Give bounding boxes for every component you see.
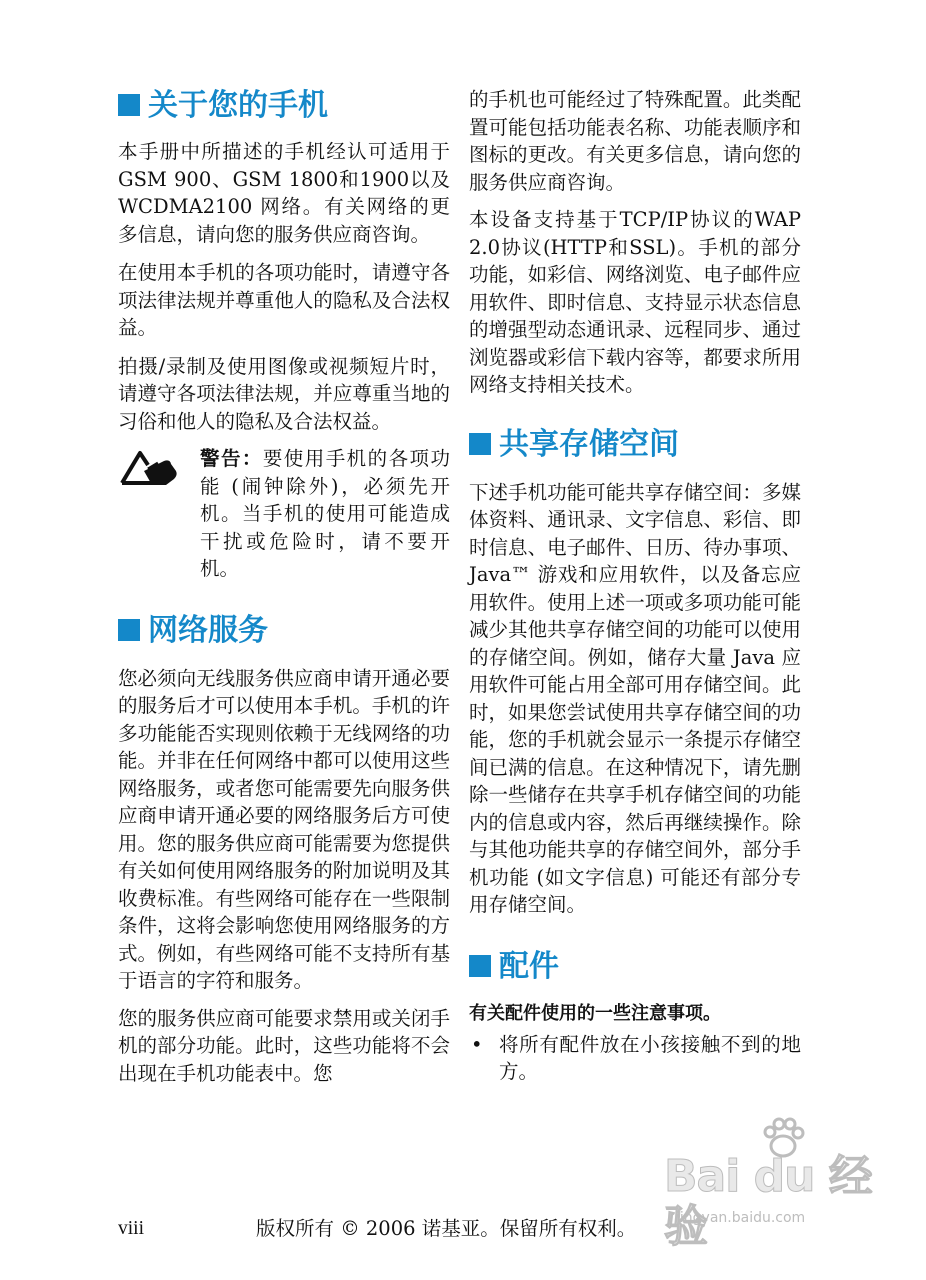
heading-square-icon bbox=[118, 94, 140, 116]
paragraph-laws-privacy: 在使用本手机的各项功能时，请遵守各项法律法规并尊重他人的隐私及合法权益。 bbox=[118, 261, 450, 339]
copyright-notice: 版权所有 © 2006 诺基亚。保留所有权利。 bbox=[256, 1217, 637, 1240]
heading-square-icon bbox=[469, 955, 491, 977]
paragraph-shared-memory: 下述手机功能可能共享存储空间：多媒体资料、通讯录、文字信息、彩信、即时信息、电子邮件、日历、待办事项、Java™ 游戏和应用软件，以及备忘应用软件。使用上述一项或多项功能可能减少其他共享存储空间的功能可以使用的存储空间。例如，储存大量 Java 应用软件可能占用全部可用存储空间。此时，如果您尝试使用共享存储空间的功能，您的手机就会显示一条提示存储空间已满的信息。在这种情况下，请先删除一些储存在共享手机存储空间的功能内的信息或内容，然后再继续操作。除与其他功能共享的存储空间外，部分手机功能 (如文字信息) 可能还有部分专用存储空间。 bbox=[469, 480, 801, 916]
section-heading-accessories: 配件 bbox=[469, 947, 801, 987]
paragraph-special-config: 的手机也可能经过了特殊配置。此类配置可能包括功能表名称、功能表顺序和图标的更改。有关更多信息，请向您的服务供应商咨询。 bbox=[469, 88, 801, 194]
right-column bbox=[469, 86, 801, 1086]
bullet-text: 将所有配件放在小孩接触不到的地方。 bbox=[499, 1032, 801, 1083]
paragraph-disabled-features: 您的服务供应商可能要求禁用或关闭手机的部分功能。此时，这些功能将不会出现在手机功能表中。您 bbox=[118, 1006, 450, 1085]
paragraph-network-services: 您必须向无线服务供应商申请开通必要的服务后才可以使用本手机。手机的许多功能能否实现则依赖于无线网络的功能。并非在任何网络中都可以使用这些网络服务，或者您可能需要先向服务供应商申请开通必要的网络服务后方可使用。您的服务供应商可能需要为您提供有关如何使用网络服务的附加说明及其收费标准。有些网络可能存在一些限制条件，这将会影响您使用网络服务的方式。例如，有些网络可能不支持所有基于语言的字符和服务。 bbox=[118, 666, 450, 992]
page-number: viii bbox=[118, 1218, 145, 1239]
paragraph-photo-video: 拍摄/录制及使用图像或视频短片时，请遵守各项法律法规，并应尊重当地的习俗和他人的隐私及合法权益。 bbox=[118, 354, 450, 433]
paragraph-about-networks: 本手册中所描述的手机经认可适用于GSM 900、GSM 1800和1900以及 WCDMA2100 网络。有关网络的更多信息，请向您的服务供应商咨询。 bbox=[118, 140, 450, 246]
accessories-subheading: 有关配件使用的一些注意事项。 bbox=[469, 1002, 721, 1024]
heading-square-icon bbox=[118, 619, 140, 641]
baidu-paw-icon bbox=[760, 1116, 806, 1162]
left-column bbox=[118, 86, 450, 1087]
watermark-url: jingyan.baidu.com bbox=[676, 1210, 806, 1226]
section-heading-shared-memory: 共享存储空间 bbox=[469, 425, 801, 465]
watermark-brand: Bai du 经验 bbox=[664, 1151, 872, 1252]
section-heading-about-phone: 关于您的手机 bbox=[118, 86, 450, 126]
warning-note bbox=[118, 445, 450, 583]
page-footer bbox=[118, 1214, 808, 1244]
section-heading-network-services: 网络服务 bbox=[118, 611, 450, 651]
list-item bbox=[469, 1031, 801, 1086]
warning-hand-icon bbox=[118, 449, 180, 489]
warning-label: 警告： bbox=[200, 447, 263, 470]
paragraph-wap-support: 本设备支持基于TCP/IP协议的WAP 2.0协议(HTTP和SSL)。手机的部分功能，如彩信、网络浏览、电子邮件应用软件、即时信息、支持显示状态信息的增强型动态通讯录、远程同步、通过浏览器或彩信下载内容等，都要求所用网络支持相关技术。 bbox=[469, 208, 801, 396]
bullet-icon: • bbox=[471, 1032, 483, 1056]
warning-text: 要使用手机的各项功能 (闹钟除外)，必须先开机。当手机的使用可能造成干扰或危险时，请不要开机。 bbox=[200, 447, 450, 580]
heading-square-icon bbox=[469, 433, 491, 455]
